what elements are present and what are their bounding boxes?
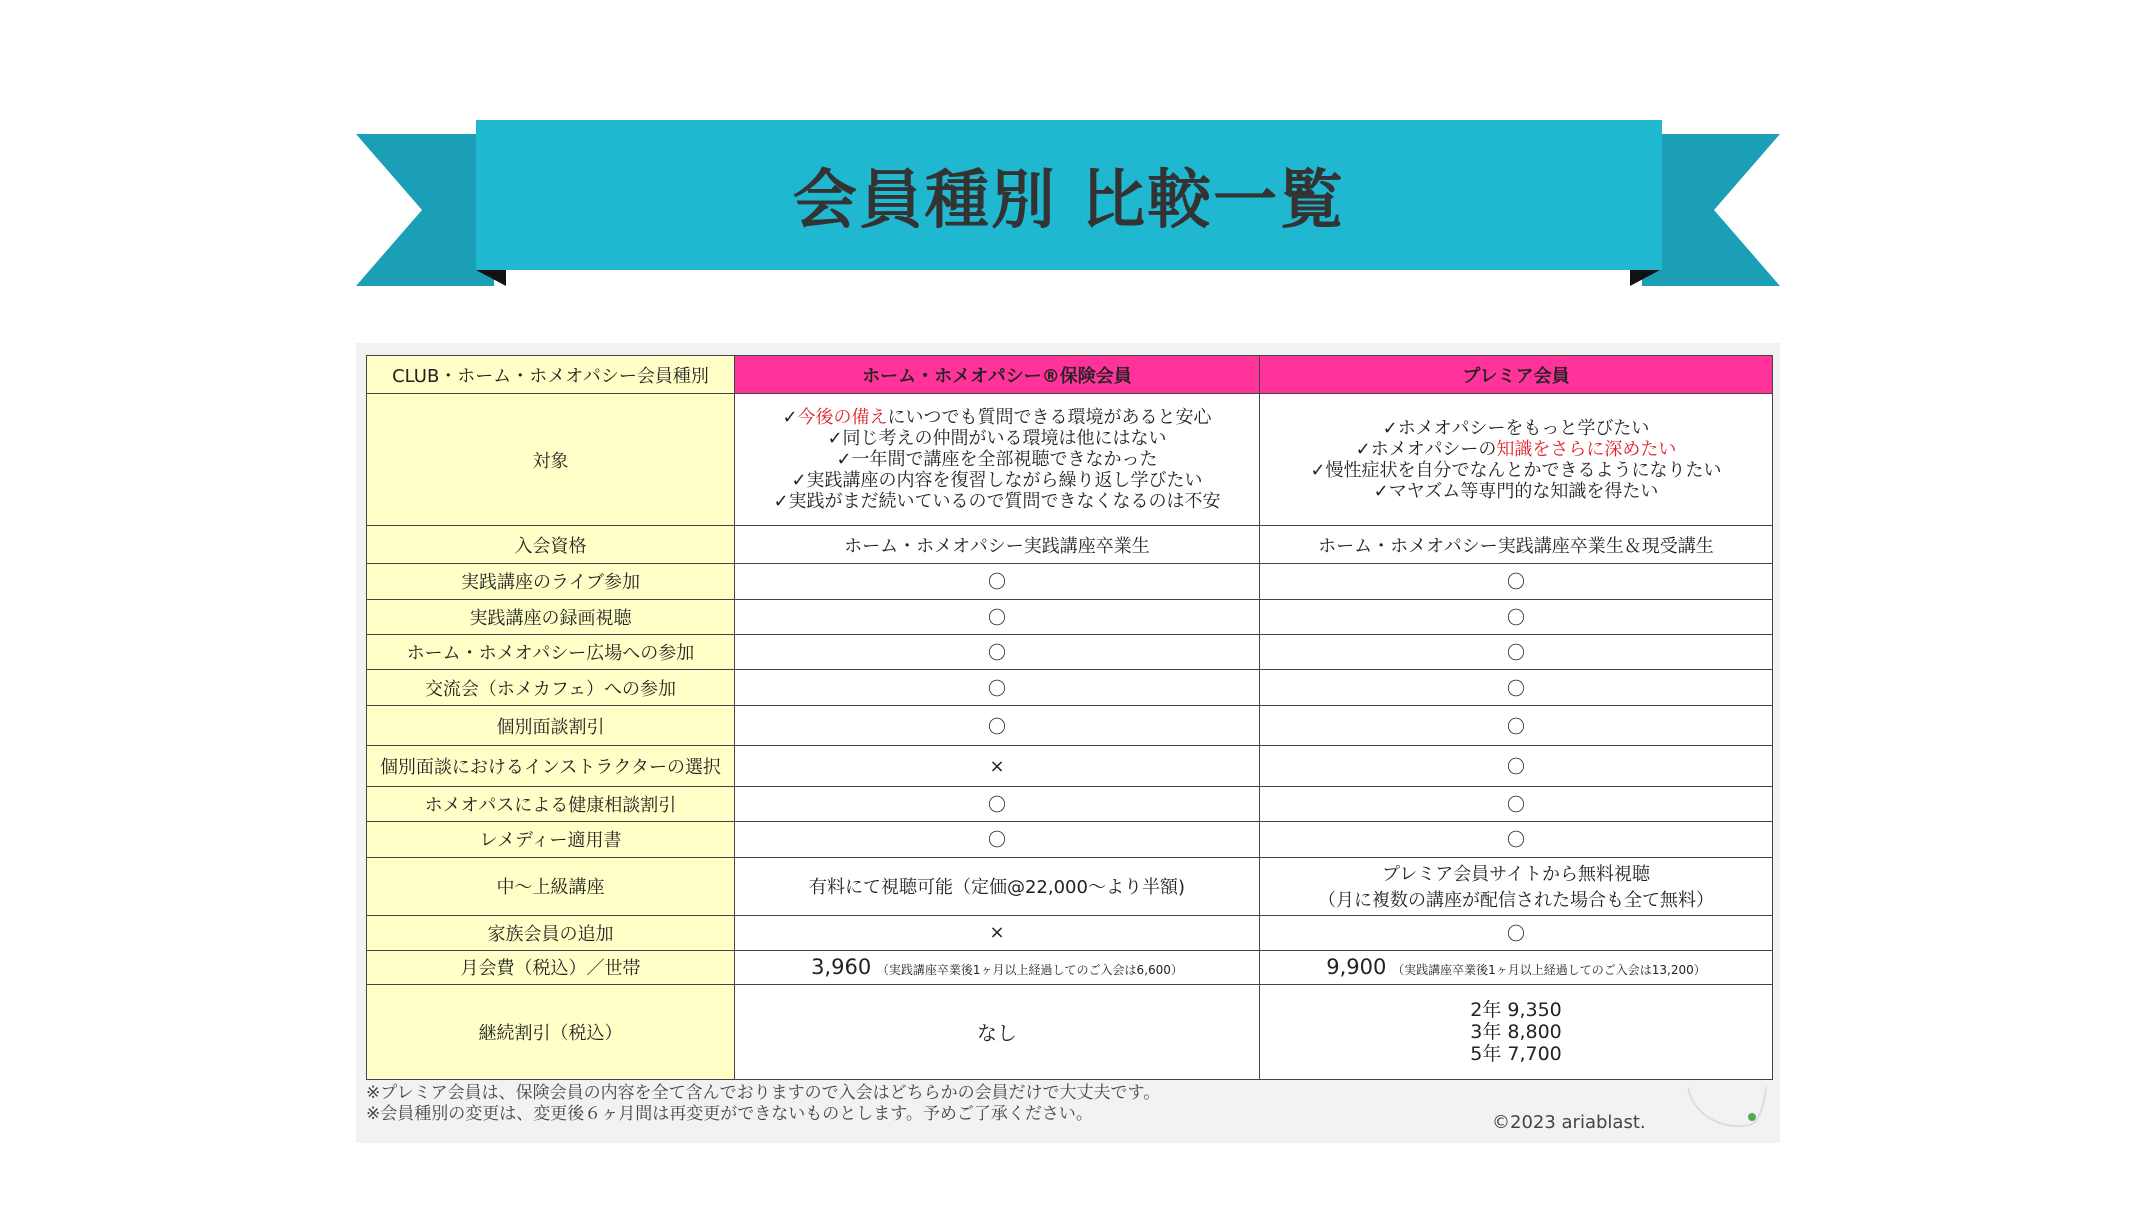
cell-insurance: 〇 <box>735 705 1260 745</box>
target-item: ✓ホメオパシーをもっと学びたい <box>1382 417 1650 439</box>
table-row-monthly-fee <box>367 950 1773 984</box>
row-label: ホメオパスによる健康相談割引 <box>367 786 735 821</box>
cell-insurance: 〇 <box>735 599 1260 634</box>
cell-premium <box>1260 950 1773 984</box>
cell-insurance <box>735 950 1260 984</box>
table-row-advanced-courses <box>367 857 1773 916</box>
table-row <box>367 670 1773 705</box>
cell-premium: 〇 <box>1260 599 1773 634</box>
price-note: （実践講座卒業後1ヶ月以上経過してのご入会は13,200） <box>1392 963 1706 978</box>
cell-premium: 〇 <box>1260 786 1773 821</box>
target-item: ✓実践講座の内容を復習しながら繰り返し学びたい <box>791 470 1203 492</box>
target-list-insurance <box>735 394 1260 525</box>
row-label: 交流会（ホメカフェ）への参加 <box>367 670 735 705</box>
row-label: 月会費（税込）／世帯 <box>367 950 735 984</box>
target-list-premium <box>1260 394 1773 525</box>
cell-premium: 〇 <box>1260 670 1773 705</box>
cell-insurance: 有料にて視聴可能（定価@22,000～より半額) <box>735 857 1260 916</box>
membership-comparison-table <box>366 355 1773 1080</box>
table-header-label: CLUB・ホーム・ホメオパシー会員種別 <box>367 356 735 394</box>
row-label: レメディー適用書 <box>367 822 735 857</box>
row-label: 入会資格 <box>367 525 735 563</box>
row-label: 家族会員の追加 <box>367 916 735 950</box>
footnote: ※会員種別の変更は、変更後６ヶ月間は再変更ができないものとします。予めご了承ください。 <box>366 1104 1093 1124</box>
cell-insurance: ホーム・ホメオパシー実践講座卒業生 <box>735 525 1260 563</box>
table-row <box>367 525 1773 563</box>
copyright-text: ©2023 ariablast. <box>1492 1112 1646 1133</box>
table-row-continuation-discount <box>367 984 1773 1079</box>
cell-premium: 〇 <box>1260 746 1773 786</box>
cell-premium: 〇 <box>1260 705 1773 745</box>
table-row <box>367 705 1773 745</box>
cell-premium <box>1260 984 1773 1079</box>
cell-insurance: 〇 <box>735 786 1260 821</box>
target-item: ✓同じ考えの仲間がいる環境は他にはない <box>827 428 1167 450</box>
target-item: ✓一年間で講座を全部視聴できなかった <box>836 449 1158 471</box>
target-item: ✓マヤズム等専門的な知識を得たい <box>1373 480 1659 502</box>
cell-insurance: 〇 <box>735 635 1260 670</box>
cell-insurance: なし <box>735 984 1260 1079</box>
row-label: 実践講座のライブ参加 <box>367 564 735 599</box>
row-label: 対象 <box>367 394 735 525</box>
cell-premium: ホーム・ホメオパシー実践講座卒業生＆現受講生 <box>1260 525 1773 563</box>
cell-insurance: × <box>735 746 1260 786</box>
cell-premium <box>1260 857 1773 916</box>
plan-header-insurance: ホーム・ホメオパシー®保険会員 <box>735 356 1260 394</box>
footnote: ※プレミア会員は、保険会員の内容を全て含んでおりますので入会はどちらかの会員だけで大丈夫です。 <box>366 1083 1161 1103</box>
cell-insurance: 〇 <box>735 564 1260 599</box>
row-label: 継続割引（税込） <box>367 984 735 1079</box>
row-label: 個別面談割引 <box>367 705 735 745</box>
price-note: （実践講座卒業後1ヶ月以上経過してのご入会は6,600） <box>876 963 1183 978</box>
cell-line: プレミア会員サイトから無料視聴 <box>1381 864 1651 886</box>
table-row <box>367 746 1773 786</box>
price-value: 3,960 <box>811 955 872 980</box>
cell-premium: 〇 <box>1260 635 1773 670</box>
cell-insurance: 〇 <box>735 670 1260 705</box>
page-title: 会員種別 比較一覧 <box>792 164 1346 238</box>
target-item: ✓今後の備えにいつでも質問できる環境があると安心 <box>782 407 1212 429</box>
table-row <box>367 822 1773 857</box>
footnotes <box>366 1083 1160 1125</box>
table-row-target <box>367 394 1773 525</box>
target-item: ✓実践がまだ続いているので質問できなくなるのは不安 <box>773 491 1221 513</box>
target-item: ✓ホメオパシーの知識をさらに深めたい <box>1355 438 1677 460</box>
cell-line: （月に複数の講座が配信された場合も全て無料） <box>1318 890 1714 912</box>
discount-line: 3年 8,800 <box>1470 1020 1562 1043</box>
table-row <box>367 635 1773 670</box>
row-label: 中～上級講座 <box>367 857 735 916</box>
plan-header-premium: プレミア会員 <box>1260 356 1773 394</box>
row-label: ホーム・ホメオパシー広場への参加 <box>367 635 735 670</box>
discount-line: 5年 7,700 <box>1470 1042 1562 1065</box>
discount-line: 2年 9,350 <box>1470 998 1562 1021</box>
title-banner <box>476 120 1662 270</box>
target-item: ✓慢性症状を自分でなんとかできるようになりたい <box>1310 459 1722 481</box>
cell-premium: 〇 <box>1260 822 1773 857</box>
table-row <box>367 599 1773 634</box>
table-row <box>367 786 1773 821</box>
table-row <box>367 564 1773 599</box>
cell-premium: 〇 <box>1260 916 1773 950</box>
price-value: 9,900 <box>1326 955 1387 980</box>
cell-premium: 〇 <box>1260 564 1773 599</box>
row-label: 個別面談におけるインストラクターの選択 <box>367 746 735 786</box>
table-header-row <box>367 356 1773 394</box>
cell-insurance: × <box>735 916 1260 950</box>
decorative-leaf-icon <box>1680 1085 1780 1135</box>
table-row-family <box>367 916 1773 950</box>
row-label: 実践講座の録画視聴 <box>367 599 735 634</box>
cell-insurance: 〇 <box>735 822 1260 857</box>
